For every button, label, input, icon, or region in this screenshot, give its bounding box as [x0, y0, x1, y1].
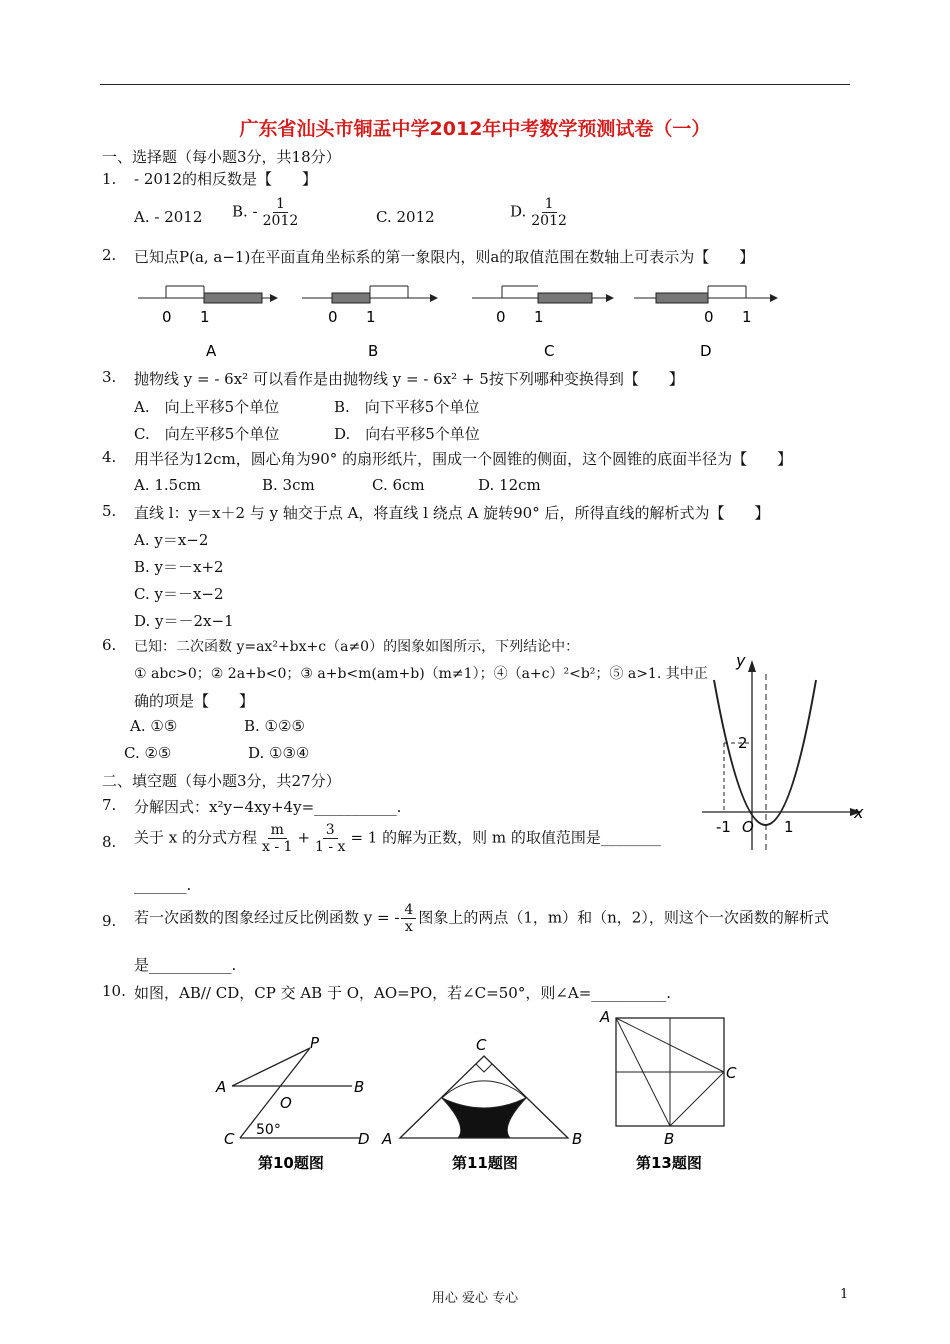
q1-option-c: C. 2012	[376, 208, 435, 226]
caption: 第10题图	[258, 1154, 324, 1172]
figure-13	[596, 1004, 746, 1174]
origin-label: O	[742, 818, 754, 836]
q8-number: 8.	[102, 833, 117, 851]
q3-option-b: B. 向下平移5个单位	[334, 398, 480, 416]
q5-option-c: C. y＝－x−2	[134, 585, 224, 603]
q1-option-b: B. - $\frac{1}{2012}$	[232, 196, 299, 229]
tick-1: 1	[742, 308, 752, 326]
point-a: A	[382, 1130, 393, 1148]
q6-parabola-graph	[692, 650, 872, 860]
q6-number: 6.	[102, 636, 117, 654]
q1-option-a: A. - 2012	[134, 208, 203, 226]
q5-number: 5.	[102, 502, 117, 520]
q2-number-lines	[130, 268, 790, 368]
q7-number: 7.	[102, 796, 117, 814]
label-a: A	[206, 342, 217, 360]
q4-option-b: B. 3cm	[262, 476, 315, 494]
q8-line2: _______.	[134, 876, 192, 894]
q3-text: 抛物线 y = - 6x² 可以看作是由抛物线 y = - 6x² + 5按下列哪种变换得到【 】	[134, 370, 684, 388]
q1-text: - 2012的相反数是【 】	[134, 170, 318, 188]
q2-number: 2.	[102, 246, 117, 264]
q5-option-a: A. y＝x−2	[134, 531, 209, 549]
q3-option-d: D. 向右平移5个单位	[334, 425, 480, 443]
tick-1: 1	[366, 308, 376, 326]
q6-option-c: C. ②⑤	[124, 744, 172, 762]
page-title: 广东省汕头市铜盂中学2012年中考数学预测试卷（一）	[239, 118, 711, 140]
axis-y-label: y	[736, 651, 746, 670]
q2-text: 已知点P(a, a−1)在平面直角坐标系的第一象限内，则a的取值范围在数轴上可表示为【 】	[134, 248, 755, 266]
tick-0: 0	[704, 308, 714, 326]
point-a: A	[216, 1078, 227, 1096]
tick-0: 0	[328, 308, 338, 326]
q4-option-d: D. 12cm	[478, 476, 541, 494]
q3-number: 3.	[102, 368, 117, 386]
footer-text: 用心 爱心 专心	[431, 1291, 519, 1306]
axis-x-label: x	[854, 803, 864, 822]
point-a: A	[600, 1008, 611, 1026]
q4-text: 用半径为12cm，圆心角为90° 的扇形纸片，围成一个圆锥的侧面，这个圆锥的底面半径为【 】	[134, 450, 793, 468]
q3-option-a: A. 向上平移5个单位	[134, 398, 280, 416]
figure-10	[210, 1030, 380, 1175]
point-c: C	[726, 1064, 737, 1082]
q10-text: 如图，AB// CD，CP 交 AB 于 O，AO=PO，若∠C=50°，则∠A=__________.	[134, 984, 672, 1002]
point-c: C	[224, 1130, 235, 1148]
number-line-d	[634, 286, 778, 360]
q6-option-b: B. ①②⑤	[244, 717, 305, 735]
label-c: C	[544, 342, 555, 360]
figure-11	[378, 1030, 593, 1175]
q3-option-c: C. 向左平移5个单位	[134, 425, 280, 443]
caption: 第13题图	[636, 1154, 702, 1172]
tick-2: 2	[738, 734, 748, 752]
number-line-c	[472, 286, 614, 360]
point-o: O	[280, 1094, 292, 1112]
angle-label: 50°	[256, 1122, 281, 1138]
q4-option-a: A. 1.5cm	[134, 476, 201, 494]
number-line-a	[138, 286, 278, 360]
q6-option-a: A. ①⑤	[130, 717, 178, 735]
q4-number: 4.	[102, 448, 117, 466]
point-c: C	[476, 1036, 487, 1054]
header-rule	[100, 84, 850, 85]
tick-0: 0	[162, 308, 172, 326]
q1-option-d: D. $\frac{1}{2012}$	[510, 196, 567, 229]
q6-line1: 已知：二次函数 y=ax²+bx+c（a≠0）的图象如图所示，下列结论中：	[134, 639, 580, 655]
tick-1: 1	[784, 818, 794, 836]
point-b: B	[354, 1078, 365, 1096]
q6-line3: 确的项是【 】	[134, 692, 255, 710]
label-d: D	[700, 342, 712, 360]
page-number: 1	[840, 1287, 849, 1302]
point-b: B	[664, 1130, 675, 1148]
q5-option-d: D. y＝－2x−1	[134, 612, 234, 630]
q9-line2: 是___________.	[134, 956, 237, 974]
tick-1: 1	[200, 308, 210, 326]
q4-option-c: C. 6cm	[372, 476, 425, 494]
q10-number: 10.	[102, 982, 126, 1000]
q1-number: 1.	[102, 170, 117, 188]
q7-text: 分解因式：x²y−4xy+4y=___________.	[134, 798, 402, 816]
caption: 第11题图	[452, 1154, 518, 1172]
section-fill-heading: 二、填空题（每小题3分，共27分）	[102, 772, 341, 790]
q5-text: 直线 l：y＝x＋2 与 y 轴交于点 A，将直线 l 绕点 A 旋转90° 后，所得直线的解析式为【 】	[134, 504, 770, 522]
tick-0: 0	[496, 308, 506, 326]
q9-number: 9.	[102, 912, 117, 930]
number-line-b	[302, 286, 438, 360]
tick-neg1: -1	[716, 818, 731, 836]
q5-option-b: B. y＝－x+2	[134, 558, 224, 576]
point-p: P	[310, 1034, 320, 1052]
q9-text: 若一次函数的图象经过反比例函数 y = - $\frac{4}{x}$ 图象上的两点（1，m）和（n，2），则这个一次函数的解析式	[134, 902, 829, 935]
label-b: B	[368, 342, 379, 360]
section-choice-heading: 一、选择题（每小题3分，共18分）	[102, 148, 341, 166]
point-d: D	[358, 1130, 370, 1148]
q8-text: 关于 x 的分式方程 $\frac{m}{x - 1}$ + $\frac{3}{1 - x}$ = 1 的解为正数，则 m 的取值范围是________	[134, 822, 661, 855]
q6-line2: ① abc>0；② 2a+b<0；③ a+b<m(am+b)（m≠1）；④（a+c）²<b²；⑤ a>1. 其中正	[134, 666, 708, 682]
point-b: B	[572, 1130, 583, 1148]
tick-1: 1	[534, 308, 544, 326]
q6-option-d: D. ①③④	[248, 744, 310, 762]
